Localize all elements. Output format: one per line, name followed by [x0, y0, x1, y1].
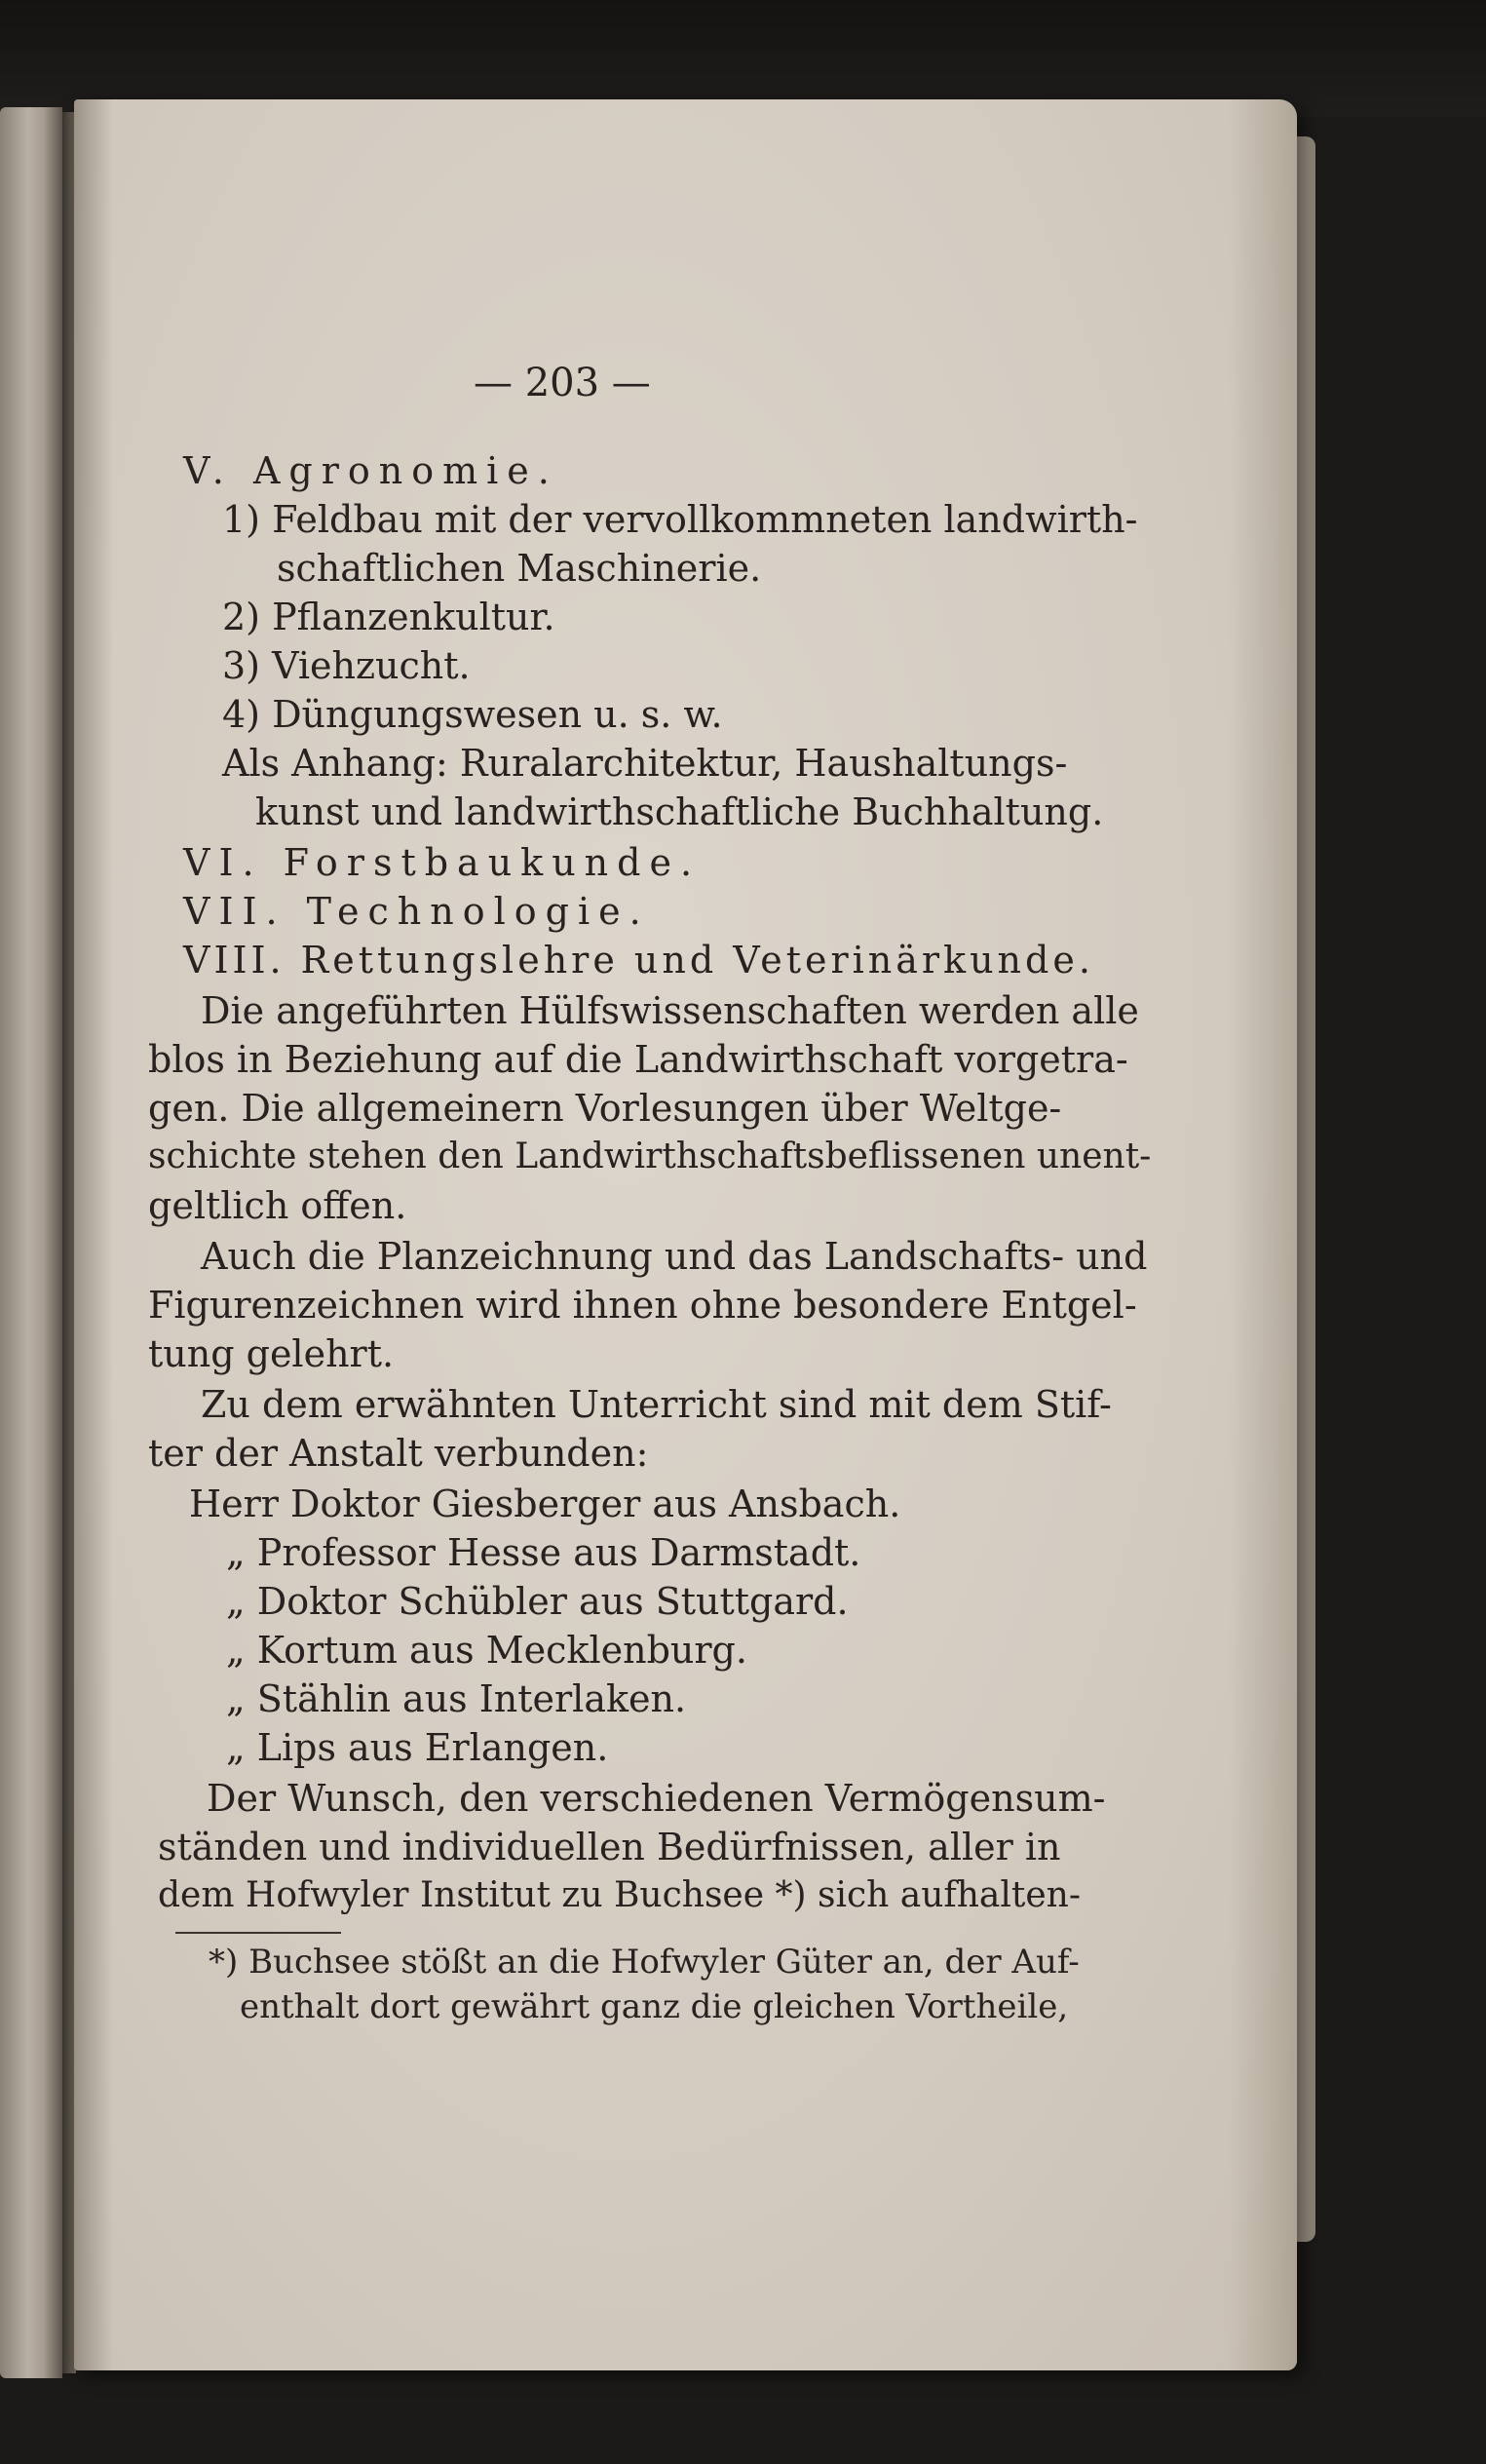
teacher-list-item: „ Stählin aus Interlaken.: [226, 1677, 687, 1720]
paragraph-line: blos in Beziehung auf die Landwirthschaft vorgetra-: [148, 1038, 1128, 1081]
paragraph-line: Die angeführten Hülfswissenschaften werden alle: [201, 989, 1139, 1032]
list-item: 3) Viehzucht.: [222, 644, 471, 687]
section-heading-forstbaukunde: VI. Forstbaukunde.: [183, 841, 702, 884]
page-number: — 203 —: [474, 361, 651, 405]
footnote-line: enthalt dort gewährt ganz die gleichen Vortheile,: [240, 1987, 1069, 2026]
teacher-list-item: „ Kortum aus Mecklenburg.: [226, 1629, 747, 1672]
teacher-list-item: „ Lips aus Erlangen.: [226, 1726, 609, 1769]
paragraph-line: Zu dem erwähnten Unterricht sind mit dem Stif-: [201, 1383, 1112, 1426]
paragraph-line: gen. Die allgemeinern Vorlesungen über Weltge-: [148, 1087, 1062, 1130]
list-item: kunst und landwirthschaftliche Buchhaltung.: [255, 790, 1104, 833]
paragraph-line: dem Hofwyler Institut zu Buchsee *) sich aufhalten-: [158, 1875, 1082, 1915]
paragraph-line: tung gelehrt.: [148, 1332, 395, 1375]
section-heading-rettungslehre: VIII. Rettungslehre und Veterinärkunde.: [183, 939, 1094, 982]
paragraph-line: Figurenzeichnen wird ihnen ohne besondere Entgel-: [148, 1284, 1137, 1327]
paragraph-line: schichte stehen den Landwirthschaftsbeflissenen unent-: [148, 1136, 1152, 1176]
paragraph-line: ständen und individuellen Bedürfnissen, aller in: [158, 1826, 1061, 1868]
list-item: schaftlichen Maschinerie.: [277, 547, 762, 590]
list-item: Als Anhang: Ruralarchitektur, Haushaltungs-: [222, 742, 1068, 785]
teacher-list-item: „ Doktor Schübler aus Stuttgard.: [226, 1580, 849, 1623]
list-item: 2) Pflanzenkultur.: [222, 596, 555, 638]
paragraph-line: Der Wunsch, den verschiedenen Vermögensum-: [207, 1777, 1106, 1820]
teacher-list-item: „ Professor Hesse aus Darmstadt.: [226, 1531, 861, 1574]
footnote-line: *) Buchsee stößt an die Hofwyler Güter an, der Auf-: [209, 1943, 1080, 1982]
teacher-list-item: Herr Doktor Giesberger aus Ansbach.: [189, 1482, 901, 1525]
section-heading-technologie: VII. Technologie.: [183, 890, 650, 933]
previous-page-edge: [0, 107, 62, 2378]
book-page: [74, 99, 1297, 2370]
list-item: 4) Düngungswesen u. s. w.: [222, 693, 723, 736]
section-heading-agronomie: V. Agronomie.: [183, 449, 558, 492]
paragraph-line: Auch die Planzeichnung und das Landschafts- und: [201, 1235, 1148, 1278]
paragraph-line: ter der Anstalt verbunden:: [148, 1432, 649, 1475]
paragraph-line: geltlich offen.: [148, 1184, 407, 1227]
footnote-rule: [175, 1932, 341, 1934]
list-item: 1) Feldbau mit der vervollkommneten landwirth-: [222, 498, 1138, 541]
